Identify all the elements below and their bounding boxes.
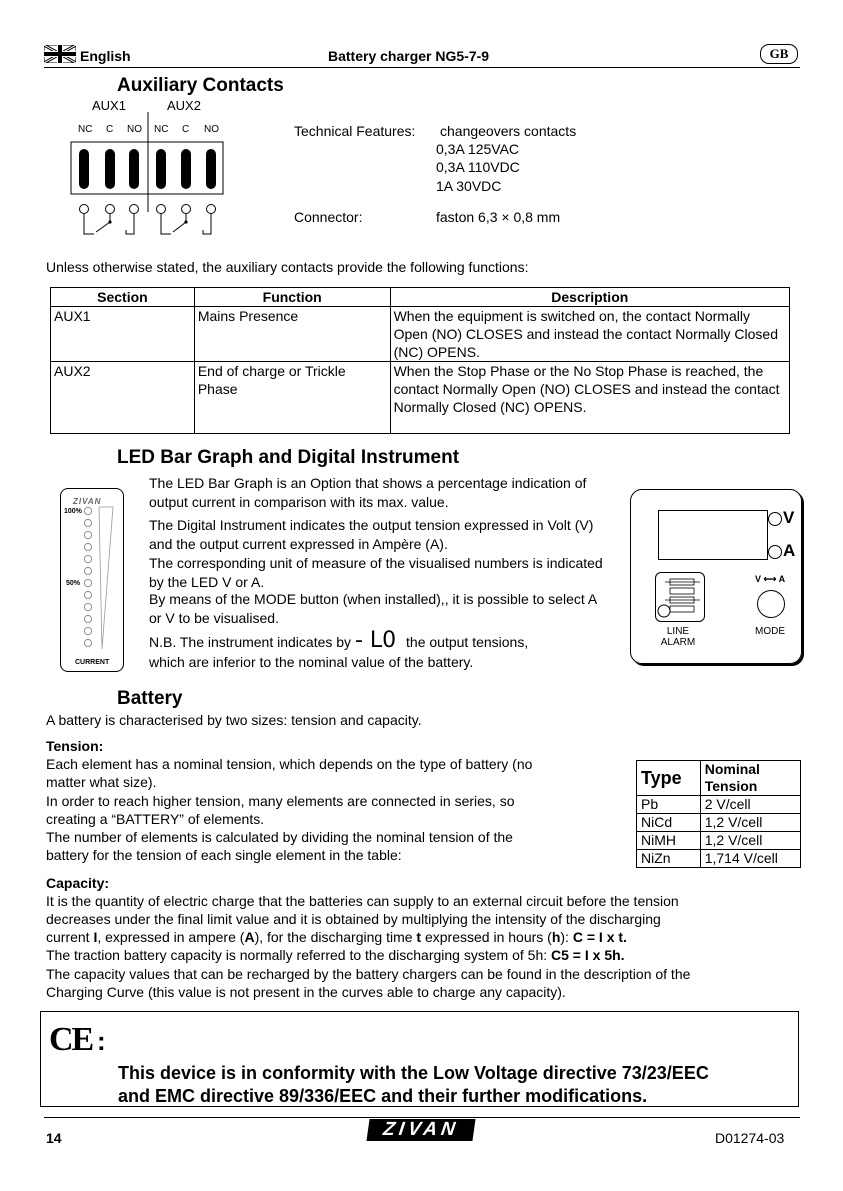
aux-heading: Auxiliary Contacts (117, 75, 284, 96)
bar-brand-logo: ZIVAN (73, 497, 102, 506)
capacity-line: It is the quantity of electric charge that the batteries can supply to an external circuit before the tension (46, 893, 679, 909)
tension-line: matter what size). (46, 774, 157, 790)
capacity-title: Capacity: (46, 875, 110, 891)
table-header-cell: Type (637, 761, 701, 796)
a-led-icon (768, 545, 782, 559)
led-paragraph-5 (149, 630, 528, 653)
header-divider (44, 67, 800, 68)
cap-text: , expressed in ampere ( (97, 929, 245, 945)
va-label: V ⟷ A (755, 574, 786, 584)
header-text: Tension (704, 778, 758, 794)
bar-caption: CURRENT (75, 659, 110, 666)
led-text: The corresponding unit of measure of the visualised numbers is indicated by the LED V or A. (149, 555, 603, 590)
led-text: N.B. The instrument indicates by (149, 634, 352, 650)
ce-mark-icon: CE (49, 1021, 93, 1058)
aux2-label: AUX2 (167, 98, 201, 113)
led-text: The LED Bar Graph is an Option that shows a percentage indication of output current in comparison with its max. value. (149, 475, 587, 510)
tech-features-label: Technical Features: (294, 123, 416, 139)
pin-label: NC (78, 124, 93, 135)
table-header-cell: Description (390, 288, 789, 307)
table-cell-type: NiZn (637, 850, 701, 868)
document-code: D01274-03 (715, 1130, 785, 1146)
table-row (637, 814, 801, 832)
table-header-row (51, 288, 790, 307)
table-cell-tension: 1,2 V/cell (700, 814, 800, 832)
cap-bold: t (416, 929, 422, 945)
table-row (51, 307, 790, 362)
aux1-label: AUX1 (92, 98, 126, 113)
led-text: The Digital Instrument indicates the output tension expressed in Volt (V) and the output current expressed in Ampère (A). (149, 517, 594, 552)
table-header-cell: Function (194, 288, 390, 307)
cap-bold: I (93, 929, 98, 945)
uk-flag-icon (44, 45, 76, 63)
pin-label: NC (154, 124, 169, 135)
tension-line: Each element has a nominal tension, which depends on the type of battery (no (46, 756, 533, 772)
table-cell-section: AUX1 (51, 307, 195, 362)
table-cell-tension: 2 V/cell (700, 796, 800, 814)
led-heading: LED Bar Graph and Digital Instrument (117, 447, 460, 468)
line-alarm-text: LINE (666, 626, 690, 637)
tech-feature-value: 1A 30VDC (436, 178, 502, 194)
footer-divider (44, 1117, 800, 1118)
table-cell-description: When the Stop Phase or the No Stop Phase is reached, the contact Normally Open (NO) CLOSES and instead the contact Normally Closed (NC) OPENS. (390, 362, 789, 434)
line-alarm-label (653, 626, 703, 648)
page-number: 14 (46, 1130, 62, 1146)
table-cell-function: End of charge or Trickle Phase (194, 362, 390, 434)
table-cell-section: AUX2 (51, 362, 195, 434)
tension-line: The number of elements is calculated by dividing the nominal tension of the (46, 829, 513, 845)
cap-text: expressed in hours ( (421, 929, 552, 945)
page-title: Battery charger NG5-7-9 (328, 48, 490, 64)
led-text: By means of the MODE button (when installed),, it is possible to select A or V to be visualised. (149, 591, 597, 626)
v-led-icon (768, 512, 782, 526)
table-row (51, 362, 790, 434)
display-screen (658, 510, 768, 560)
bar-100-label: 100% (64, 508, 82, 515)
a-led-label: A (783, 541, 796, 560)
cap-text: The traction battery capacity is normally referred to the discharging system of 5h: (46, 947, 552, 963)
led-paragraph-2 (149, 516, 609, 554)
tension-line: creating a “BATTERY” of elements. (46, 811, 265, 827)
connector-value: faston 6,3 × 0,8 mm (436, 209, 561, 225)
voltage-table (636, 760, 801, 868)
pin-label: C (182, 124, 190, 135)
tech-feature-value: changeovers contacts (440, 123, 577, 139)
table-cell-type: NiCd (637, 814, 701, 832)
line-alarm-indicator (655, 572, 705, 622)
table-cell-type: NiMH (637, 832, 701, 850)
cap-text: ), for the discharging time (254, 929, 417, 945)
header-text: Nominal (704, 761, 760, 777)
v-led-label: V (783, 508, 795, 527)
ce-statement-line-1: This device is in conformity with the Low Voltage directive 73/23/EEC (118, 1063, 709, 1083)
tension-line: battery for the tension of each single element in the table: (46, 847, 402, 863)
tension-line: In order to reach higher tension, many elements are connected in series, so (46, 793, 515, 809)
cap-text: ): (560, 929, 573, 945)
line-alarm-text: ALARM (660, 637, 696, 648)
table-cell-tension: 1,2 V/cell (700, 832, 800, 850)
mode-label: MODE (755, 626, 785, 637)
digital-instrument (630, 489, 802, 664)
zivan-logo: ZIVAN (366, 1119, 475, 1141)
table-cell-tension: 1,714 V/cell (700, 850, 800, 868)
language-label: English (80, 48, 131, 64)
bar-50-label: 50% (66, 580, 81, 587)
table-cell-type: Pb (637, 796, 701, 814)
pin-label: NO (127, 124, 142, 135)
led-bar-graph (60, 488, 124, 672)
table-header-row (637, 761, 801, 796)
ce-statement-line-2: and EMC directive 89/336/EEC and their further modifications. (118, 1086, 648, 1106)
table-row (637, 796, 801, 814)
capacity-line (46, 946, 625, 964)
country-badge-text: GB (769, 46, 789, 61)
capacity-line (46, 928, 627, 946)
pin-label: C (106, 124, 114, 135)
capacity-line: Charging Curve (this value is not present in the curves able to charge any capacity). (46, 984, 566, 1000)
country-badge (760, 44, 798, 64)
cap-bold: h (551, 929, 561, 945)
led-paragraph-3 (149, 554, 609, 592)
led-text: the output tensions, (406, 634, 529, 650)
pin-label: NO (204, 124, 219, 135)
battery-intro: A battery is characterised by two sizes: tension and capacity. (46, 712, 422, 728)
table-header-cell: Section (51, 288, 195, 307)
led-paragraph-1 (149, 474, 609, 512)
capacity-line: The capacity values that can be recharged by the battery chargers can be found in the description of the (46, 966, 691, 982)
table-header-cell (700, 761, 800, 796)
table-row (637, 832, 801, 850)
connector-label: Connector: (294, 209, 363, 225)
capacity-line: decreases under the final limit value and it is obtained by multiplying the intensity of the discharging (46, 911, 661, 927)
cap-formula: C = I x t. (572, 929, 627, 945)
lo-code: - L0 (354, 628, 397, 653)
table-cell-description: When the equipment is switched on, the contact Normally Open (NO) CLOSES and instead the contact Normally Closed (NC) OPENS. (390, 307, 789, 362)
function-table (50, 287, 790, 434)
ce-conformity-box (40, 1011, 799, 1107)
cap-text: current (46, 929, 94, 945)
table-cell-function: Mains Presence (194, 307, 390, 362)
led-paragraph-4 (149, 590, 609, 628)
table-row (637, 850, 801, 868)
cap-formula: C5 = I x 5h. (551, 947, 625, 963)
led-paragraph-5b: which are inferior to the nominal value of the battery. (149, 654, 474, 670)
cap-bold: A (244, 929, 255, 945)
tension-title: Tension: (46, 738, 104, 754)
tech-feature-value: 0,3A 110VDC (436, 159, 520, 175)
aux-intro-text: Unless otherwise stated, the auxiliary contacts provide the following functions: (46, 259, 529, 275)
mode-button[interactable] (757, 590, 785, 618)
battery-heading: Battery (117, 688, 183, 709)
tech-feature-value: 0,3A 125VAC (436, 141, 520, 157)
ce-colon: : (97, 1026, 106, 1056)
